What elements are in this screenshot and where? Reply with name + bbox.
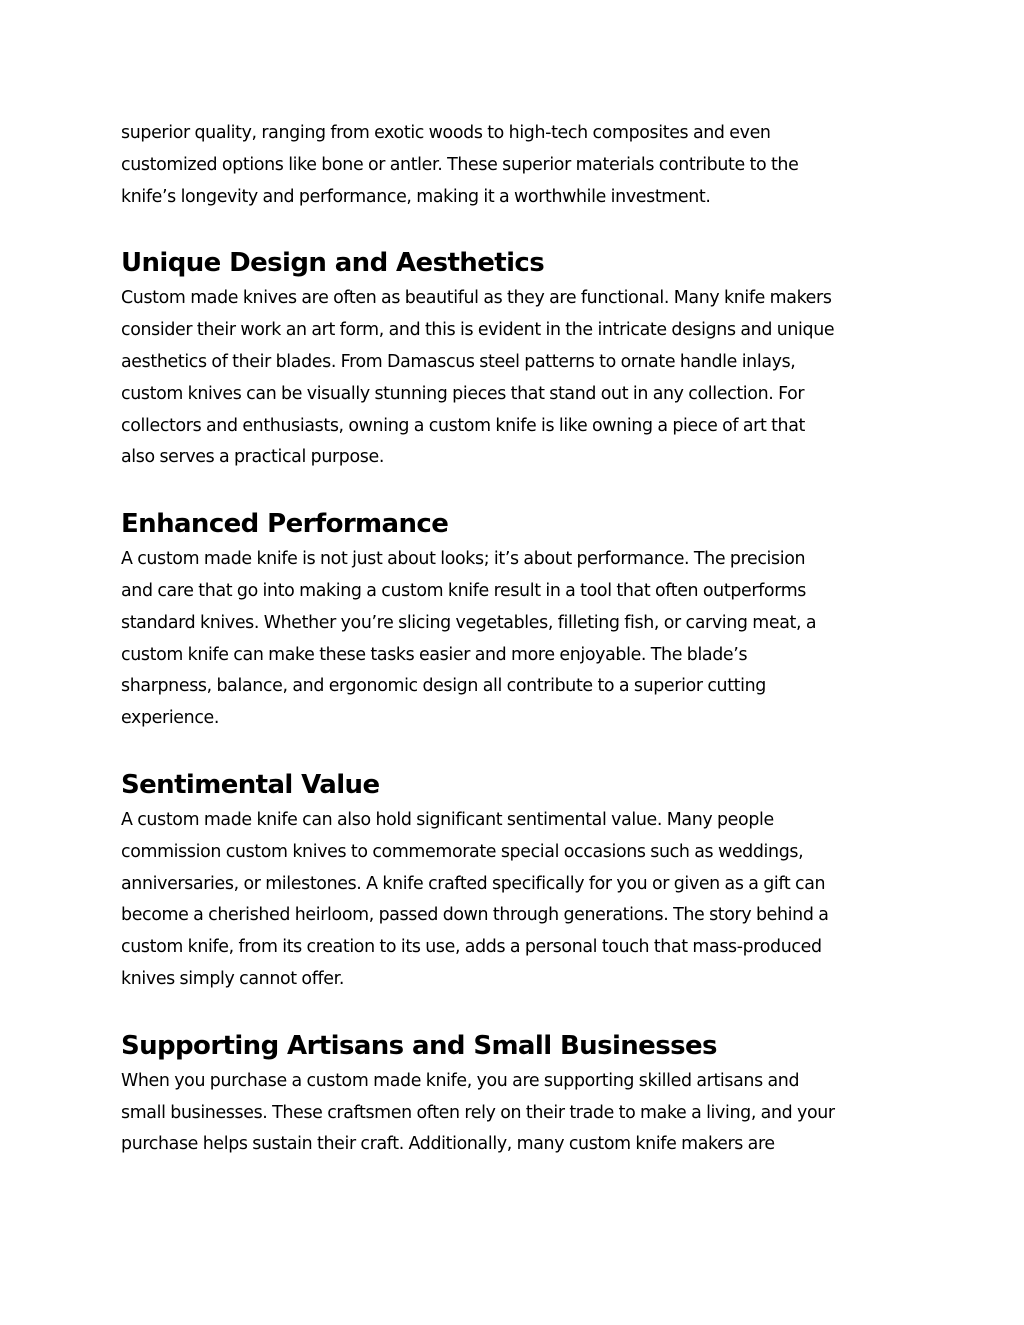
section-heading-sentimental-value: Sentimental Value xyxy=(121,769,380,800)
paragraph-line: custom knives can be visually stunning pieces that stand out in any collection. For xyxy=(121,383,805,404)
paragraph-line: sharpness, balance, and ergonomic design all contribute to a superior cutting xyxy=(121,676,766,697)
paragraph-line: small businesses. These craftsmen often rely on their trade to make a living, and your xyxy=(121,1102,835,1123)
section-paragraph-unique-design xyxy=(121,283,921,474)
paragraph-line: Custom made knives are often as beautiful as they are functional. Many knife makers xyxy=(121,288,832,309)
paragraph-line: become a cherished heirloom, passed down through generations. The story behind a xyxy=(121,905,829,926)
paragraph-line: When you purchase a custom made knife, you are supporting skilled artisans and xyxy=(121,1070,800,1091)
paragraph-line: and care that go into making a custom knife result in a tool that often outperforms xyxy=(121,580,807,601)
document-page xyxy=(121,118,921,1161)
spacer xyxy=(121,213,921,243)
paragraph-line: A custom made knife can also hold significant sentimental value. Many people xyxy=(121,809,774,830)
paragraph-line: collectors and enthusiasts, owning a custom knife is like owning a piece of art that xyxy=(121,415,806,436)
paragraph-line: custom knife, from its creation to its use, adds a personal touch that mass-produced xyxy=(121,937,822,958)
paragraph-line: purchase helps sustain their craft. Additionally, many custom knife makers are xyxy=(121,1134,775,1155)
paragraph-line: custom knife can make these tasks easier and more enjoyable. The blade’s xyxy=(121,644,748,665)
paragraph-line: aesthetics of their blades. From Damascus steel patterns to ornate handle inlays, xyxy=(121,351,796,372)
spacer xyxy=(121,474,921,504)
section-heading-enhanced-performance: Enhanced Performance xyxy=(121,509,449,540)
spacer xyxy=(121,996,921,1026)
section-paragraph-enhanced-performance xyxy=(121,544,921,735)
paragraph-line: commission custom knives to commemorate special occasions such as weddings, xyxy=(121,841,804,862)
intro-paragraph xyxy=(121,118,921,213)
paragraph-line: experience. xyxy=(121,708,220,729)
paragraph-line: anniversaries, or milestones. A knife crafted specifically for you or given as a gift can xyxy=(121,873,826,894)
section-paragraph-sentimental-value xyxy=(121,805,921,996)
section-heading-supporting-artisans: Supporting Artisans and Small Businesses xyxy=(121,1030,717,1061)
paragraph-line: superior quality, ranging from exotic woods to high-tech composites and even xyxy=(121,123,771,143)
paragraph-line: A custom made knife is not just about looks; it’s about performance. The precision xyxy=(121,549,806,570)
paragraph-line: knife’s longevity and performance, making it a worthwhile investment. xyxy=(121,186,711,207)
section-heading-unique-design: Unique Design and Aesthetics xyxy=(121,248,545,279)
section-paragraph-supporting-artisans xyxy=(121,1066,921,1161)
paragraph-line: standard knives. Whether you’re slicing vegetables, filleting fish, or carving meat, a xyxy=(121,612,817,633)
paragraph-line: customized options like bone or antler. These superior materials contribute to the xyxy=(121,154,799,175)
paragraph-line: knives simply cannot offer. xyxy=(121,968,344,989)
paragraph-line: also serves a practical purpose. xyxy=(121,447,385,468)
paragraph-line: consider their work an art form, and this is evident in the intricate designs and unique xyxy=(121,320,835,341)
spacer xyxy=(121,735,921,765)
